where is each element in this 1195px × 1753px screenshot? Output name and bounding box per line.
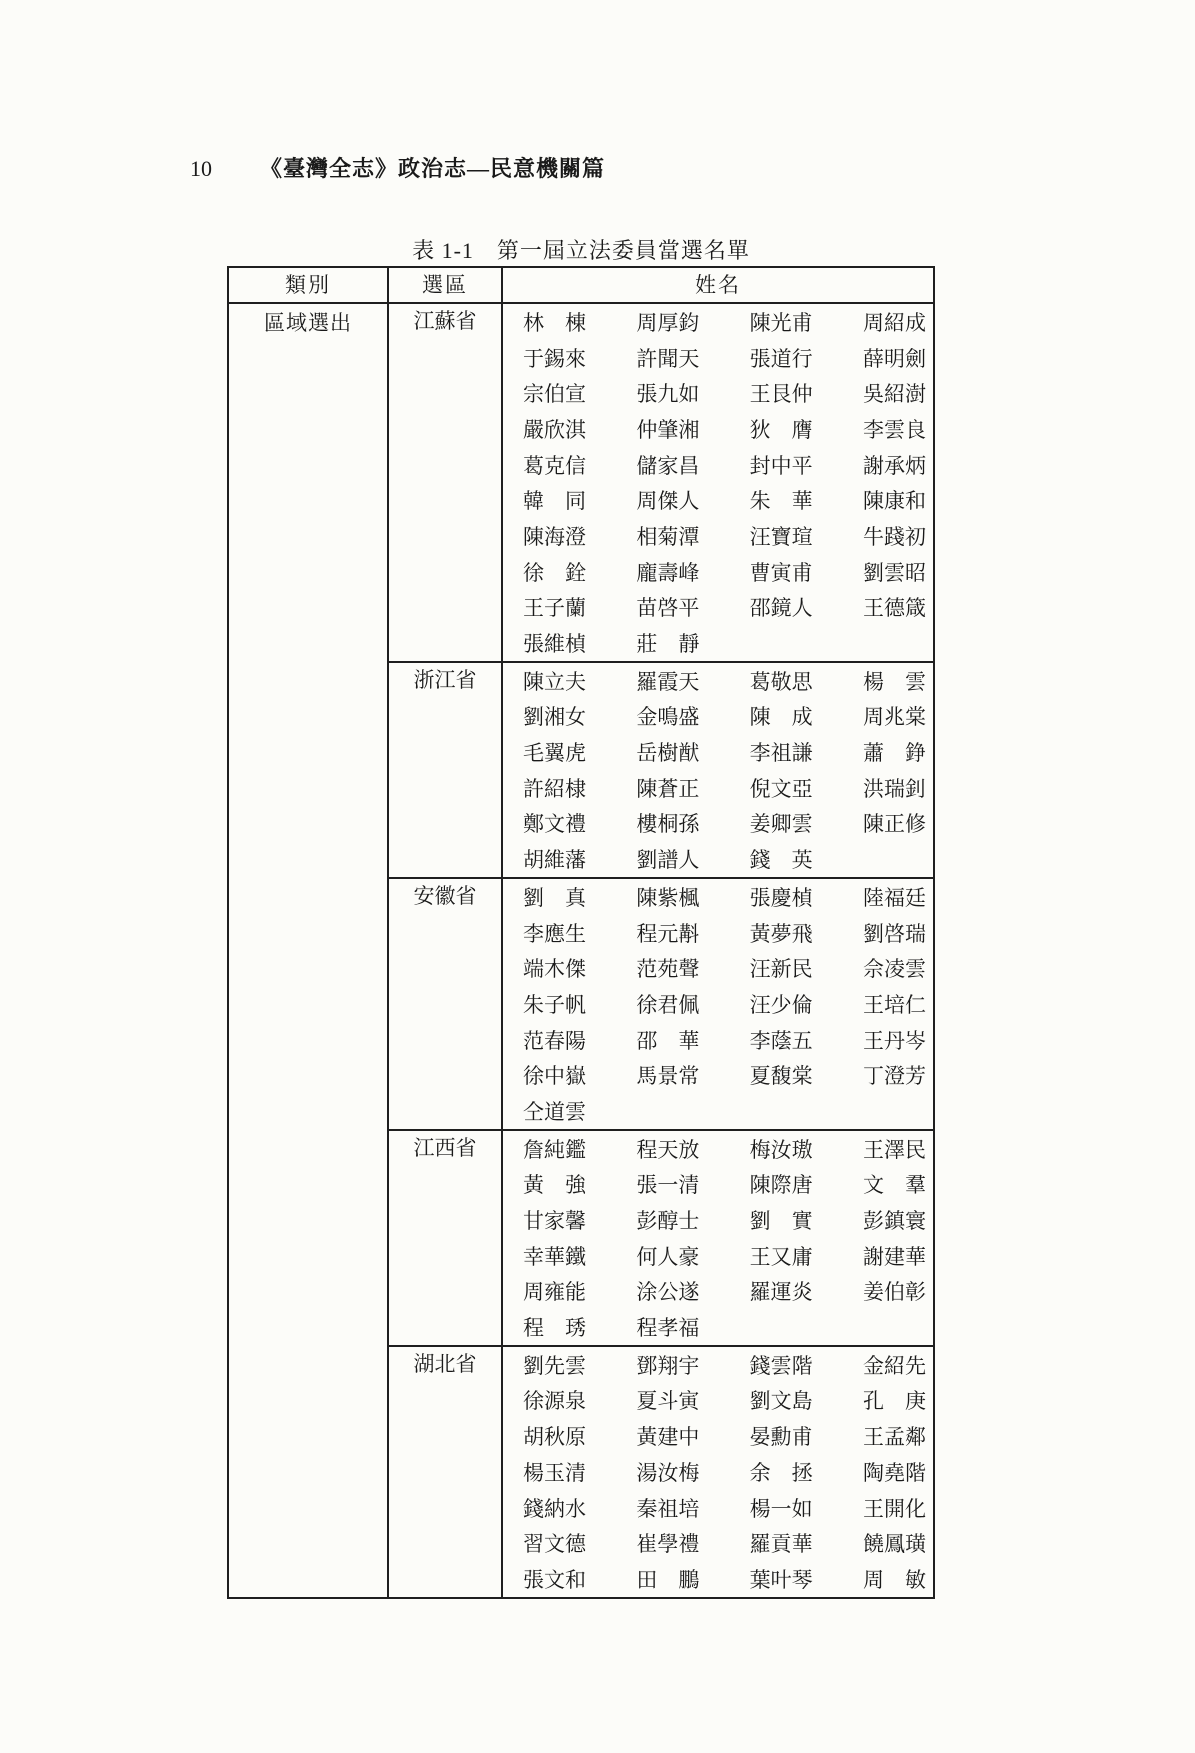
member-name: 王德箴 — [862, 596, 926, 621]
member-name: 金紹先 — [862, 1353, 926, 1378]
member-name: 甘家馨 — [523, 1209, 586, 1234]
table-row — [523, 1274, 929, 1310]
member-name: 徐 銓 — [523, 560, 586, 585]
member-name: 秦祖培 — [636, 1496, 700, 1521]
member-name: 陳蒼正 — [636, 776, 700, 801]
member-name: 馬景常 — [636, 1064, 700, 1089]
member-name: 邵 華 — [636, 1028, 700, 1053]
member-name: 洪瑞釗 — [862, 776, 926, 801]
table-row — [523, 699, 929, 735]
member-name: 劉啓瑞 — [862, 921, 926, 946]
member-name: 周厚鈞 — [636, 310, 700, 335]
member-name: 李蔭五 — [749, 1028, 813, 1053]
member-name: 李祖謙 — [749, 741, 813, 766]
member-name: 王丹岑 — [862, 1028, 926, 1053]
table-row — [523, 663, 929, 699]
member-name: 岳樹猷 — [636, 741, 700, 766]
names-cell — [503, 304, 933, 661]
member-name: 張一清 — [636, 1173, 700, 1198]
member-name: 陳康和 — [862, 489, 926, 514]
member-name: 仝道雲 — [523, 1099, 586, 1124]
member-name: 王子蘭 — [523, 596, 586, 621]
table-row — [523, 986, 929, 1022]
member-name: 范春陽 — [523, 1028, 586, 1053]
table-row — [523, 770, 929, 806]
member-name: 金鳴盛 — [636, 705, 700, 730]
member-name: 劉 實 — [749, 1209, 813, 1234]
member-name: 田 鵬 — [636, 1567, 700, 1592]
member-name: 周兆棠 — [862, 705, 926, 730]
member-name: 彭鎮寰 — [862, 1209, 926, 1234]
member-name: 詹純鑑 — [523, 1137, 586, 1162]
district-label: 安徽省 — [389, 877, 503, 1129]
elected-members-table — [227, 266, 935, 1599]
table-row — [523, 1525, 929, 1561]
category-cell: 區域選出 — [229, 304, 389, 1597]
member-name: 王開化 — [862, 1496, 926, 1521]
table-row — [523, 375, 929, 411]
member-name: 周傑人 — [636, 489, 700, 514]
table-row — [523, 1347, 929, 1383]
member-name: 姜卿雲 — [749, 812, 813, 837]
member-name: 習文德 — [523, 1532, 586, 1557]
member-name: 儲家昌 — [636, 453, 700, 478]
member-name: 劉文島 — [749, 1389, 813, 1414]
member-name: 韓 同 — [523, 489, 586, 514]
member-name: 余 拯 — [749, 1460, 813, 1485]
table-row — [523, 625, 929, 661]
member-name: 夏斗寅 — [636, 1389, 700, 1414]
table-row — [523, 482, 929, 518]
member-name: 晏勳甫 — [749, 1425, 813, 1450]
member-name: 孔 庚 — [862, 1389, 926, 1414]
table-row — [523, 1383, 929, 1419]
member-name: 劉 真 — [523, 885, 586, 910]
member-name: 于錫來 — [523, 346, 586, 371]
member-name: 張九如 — [636, 382, 700, 407]
member-name: 陳紫楓 — [636, 885, 700, 910]
member-name: 葛敬思 — [749, 669, 813, 694]
member-name: 劉雲昭 — [862, 560, 926, 585]
member-name: 陳 成 — [749, 705, 813, 730]
member-name: 錢雲階 — [749, 1353, 813, 1378]
member-name: 楊一如 — [749, 1496, 813, 1521]
member-name: 湯汝梅 — [636, 1460, 700, 1485]
member-name: 羅霞天 — [636, 669, 700, 694]
member-name: 鄧翔宇 — [636, 1353, 700, 1378]
page-header — [190, 152, 605, 183]
table-row — [523, 841, 929, 877]
member-name: 張文和 — [523, 1567, 586, 1592]
member-name: 梅汝璈 — [749, 1137, 813, 1162]
member-name: 周雍能 — [523, 1280, 586, 1305]
member-name: 程 琇 — [523, 1316, 586, 1341]
table-row — [523, 806, 929, 842]
member-name: 曹寅甫 — [749, 560, 813, 585]
member-name: 苗啓平 — [636, 596, 700, 621]
member-name: 夏馥棠 — [749, 1064, 813, 1089]
member-name: 端木傑 — [523, 957, 586, 982]
member-name: 幸華鐵 — [523, 1244, 586, 1269]
member-name: 羅運炎 — [749, 1280, 813, 1305]
col-header-category: 類別 — [229, 268, 389, 304]
col-header-district: 選區 — [389, 268, 503, 304]
member-name: 徐源泉 — [523, 1389, 586, 1414]
table-caption: 表 1-1 第一屆立法委員當選名單 — [412, 238, 750, 263]
member-name: 狄 膺 — [749, 417, 813, 442]
table-row — [523, 1418, 929, 1454]
member-name: 楊 雲 — [862, 669, 926, 694]
member-name: 吳紹澍 — [862, 382, 926, 407]
member-name: 文 羣 — [862, 1173, 926, 1198]
names-cell — [503, 1129, 933, 1345]
member-name: 樓桐孫 — [636, 812, 700, 837]
member-name: 饒鳳璜 — [862, 1532, 926, 1557]
member-name: 崔學禮 — [636, 1532, 700, 1557]
member-name: 毛翼虎 — [523, 741, 586, 766]
table-row — [523, 1238, 929, 1274]
member-name: 汪寶瑄 — [749, 524, 813, 549]
table-row — [523, 1454, 929, 1490]
member-name: 牛踐初 — [862, 524, 926, 549]
table-row — [523, 1167, 929, 1203]
table-row — [523, 554, 929, 590]
member-name: 王又庸 — [749, 1244, 813, 1269]
member-name: 謝承炳 — [862, 453, 926, 478]
member-name: 徐君佩 — [636, 992, 700, 1017]
member-name: 胡秋原 — [523, 1425, 586, 1450]
member-name: 張維楨 — [523, 632, 586, 657]
member-name: 朱子帆 — [523, 992, 586, 1017]
member-name: 羅貢華 — [749, 1532, 813, 1557]
names-cell — [503, 661, 933, 877]
member-name: 周 敏 — [862, 1567, 926, 1592]
member-name: 程天放 — [636, 1137, 700, 1162]
member-name: 李應生 — [523, 921, 586, 946]
table-row — [523, 1093, 929, 1129]
member-name: 龐壽峰 — [636, 560, 700, 585]
member-name: 陳海澄 — [523, 524, 586, 549]
member-name: 莊 靜 — [636, 632, 700, 657]
member-name: 鄭文禮 — [523, 812, 586, 837]
book-header-title: 《臺灣全志》政治志—民意機關篇 — [260, 156, 606, 181]
member-name: 葉叶琴 — [749, 1567, 813, 1592]
table-row — [523, 734, 929, 770]
member-name: 汪新民 — [749, 957, 813, 982]
member-name: 范苑聲 — [636, 957, 700, 982]
member-name: 劉先雲 — [523, 1353, 586, 1378]
member-name: 錢納水 — [523, 1496, 586, 1521]
member-name: 王澤民 — [862, 1137, 926, 1162]
member-name: 何人豪 — [636, 1244, 700, 1269]
member-name: 汪少倫 — [749, 992, 813, 1017]
member-name: 程孝福 — [636, 1316, 700, 1341]
member-name: 王艮仲 — [749, 382, 813, 407]
member-name: 丁澄芳 — [862, 1064, 926, 1089]
table-row — [523, 879, 929, 915]
member-name: 陳光甫 — [749, 310, 813, 335]
member-name: 封中平 — [749, 453, 813, 478]
member-name: 陳立夫 — [523, 669, 586, 694]
district-label: 江西省 — [389, 1129, 503, 1345]
member-name: 嚴欣淇 — [523, 417, 586, 442]
table-row — [523, 1022, 929, 1058]
table-row — [523, 304, 929, 340]
member-name: 劉譜人 — [636, 848, 700, 873]
member-name: 錢 英 — [749, 848, 813, 873]
member-name: 陳際唐 — [749, 1173, 813, 1198]
member-name: 張慶楨 — [749, 885, 813, 910]
member-name: 黃建中 — [636, 1425, 700, 1450]
member-name: 林 棟 — [523, 310, 586, 335]
member-name: 王培仁 — [862, 992, 926, 1017]
member-name: 彭醇士 — [636, 1209, 700, 1234]
table-row — [523, 1202, 929, 1238]
member-name: 仲肇湘 — [636, 417, 700, 442]
member-name: 姜伯彰 — [862, 1280, 926, 1305]
member-name: 王孟鄰 — [862, 1425, 926, 1450]
table-row — [523, 950, 929, 986]
member-name: 黃 強 — [523, 1173, 586, 1198]
page-number: 10 — [190, 156, 212, 181]
member-name: 李雲良 — [862, 417, 926, 442]
table-row — [523, 447, 929, 483]
col-header-names: 姓名 — [503, 268, 933, 304]
table-row — [523, 1309, 929, 1345]
table-row — [523, 1131, 929, 1167]
member-name: 蕭 錚 — [862, 741, 926, 766]
member-name: 陸福廷 — [862, 885, 926, 910]
table-row — [523, 518, 929, 554]
names-cell — [503, 877, 933, 1129]
table-row — [523, 915, 929, 951]
district-label: 湖北省 — [389, 1345, 503, 1597]
member-name: 許紹棣 — [523, 776, 586, 801]
member-name: 黃夢飛 — [749, 921, 813, 946]
member-name: 倪文亞 — [749, 776, 813, 801]
member-name: 相菊潭 — [636, 524, 700, 549]
member-name: 楊玉清 — [523, 1460, 586, 1485]
member-name: 謝建華 — [862, 1244, 926, 1269]
table-row — [523, 590, 929, 626]
member-name: 程元斠 — [636, 921, 700, 946]
member-name: 陳正修 — [862, 812, 926, 837]
member-name: 許聞天 — [636, 346, 700, 371]
member-name: 邵鏡人 — [749, 596, 813, 621]
table-row — [523, 1490, 929, 1526]
district-label: 江蘇省 — [389, 304, 503, 661]
member-name: 周紹成 — [862, 310, 926, 335]
member-name: 佘凌雲 — [862, 957, 926, 982]
member-name: 朱 華 — [749, 489, 813, 514]
member-name: 胡維藩 — [523, 848, 586, 873]
member-name: 劉湘女 — [523, 705, 586, 730]
table-row — [523, 1057, 929, 1093]
table-row — [523, 1561, 929, 1597]
member-name: 涂公遂 — [636, 1280, 700, 1305]
member-name: 徐中嶽 — [523, 1064, 586, 1089]
table-row — [523, 340, 929, 376]
table-row — [523, 411, 929, 447]
names-cell — [503, 1345, 933, 1597]
member-name: 宗伯宣 — [523, 382, 586, 407]
member-name: 張道行 — [749, 346, 813, 371]
member-name: 薛明劍 — [862, 346, 926, 371]
district-label: 浙江省 — [389, 661, 503, 877]
member-name: 葛克信 — [523, 453, 586, 478]
member-name: 陶堯階 — [862, 1460, 926, 1485]
